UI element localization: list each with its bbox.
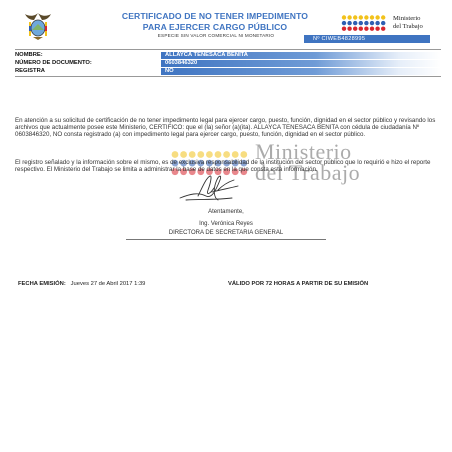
logo-dot <box>370 15 374 19</box>
logo-dot <box>172 151 179 158</box>
field-value: ALLAYCA TENESACA BENITA <box>161 52 441 59</box>
ministry-logo-dots-icon <box>340 14 390 32</box>
divider <box>15 49 441 50</box>
logo-line-1: Ministerio <box>393 15 421 22</box>
body-paragraph-1: En atención a su solicitud de certificación de no tener impedimento legal para ejercer cargo, puesto, función, dignidad en el sector público y revisando los archivos que actualmente posee este Ministerio, CERTIFICO: que el (la) señor (a)(ita). ALLAYCA TENESACA BENITA con cédula de ciudadanía Nº 0603846320, NO consta registrado (a) con impedimento legal para ejercer cargo, puesto, función, dignidad en el sector público. <box>15 117 436 138</box>
issue-date-label: FECHA EMISIÓN: <box>18 281 66 287</box>
logo-line-2: del Trabajo <box>393 22 423 30</box>
logo-dot <box>342 27 346 31</box>
logo-dot <box>223 151 230 158</box>
signature-closing: Atentamente, <box>208 209 244 215</box>
logo-dot <box>347 21 351 25</box>
title-line-1: CERTIFICADO DE NO TENER IMPEDIMENTO <box>121 11 309 21</box>
validity-notice <box>228 281 368 287</box>
certificate-title <box>100 11 330 33</box>
logo-dot <box>240 151 247 158</box>
signer-position: DIRECTORA DE SECRETARIA GENERAL <box>168 230 284 236</box>
field-label: NÚMERO DE DOCUMENTO: <box>15 60 92 66</box>
logo-dot <box>381 15 385 19</box>
logo-dot <box>370 21 374 25</box>
issue-date-block <box>18 281 145 287</box>
logo-dot <box>381 27 385 31</box>
logo-dot <box>375 27 379 31</box>
logo-dot <box>375 21 379 25</box>
logo-dot <box>375 15 379 19</box>
ministry-logo-text <box>393 15 423 30</box>
issue-date-value: Jueves 27 de Abril 2017 1:39 <box>70 281 146 287</box>
logo-dot <box>381 21 385 25</box>
logo-dot <box>353 15 357 19</box>
logo-dot <box>364 21 368 25</box>
logo-dot <box>364 27 368 31</box>
logo-dot <box>359 15 363 19</box>
logo-dot <box>359 27 363 31</box>
logo-dot <box>353 21 357 25</box>
logo-dot <box>347 15 351 19</box>
logo-dot <box>359 21 363 25</box>
certificate-subtitle: ESPECIE SIN VALOR COMERCIAL NI MONETARIO <box>157 33 275 38</box>
watermark-line-1: Ministerio <box>255 139 352 164</box>
field-value: 0603846320 <box>161 60 441 67</box>
field-value: NO <box>161 68 441 75</box>
logo-dot <box>180 151 187 158</box>
certificate-number: Nº CIWEB4828995 <box>304 35 430 43</box>
logo-dot <box>370 27 374 31</box>
logo-dot <box>342 15 346 19</box>
field-label: REGISTRA <box>15 68 45 74</box>
logo-dot <box>364 15 368 19</box>
logo-dot <box>232 151 239 158</box>
body-paragraph-2: El registro señalado y la información sobre el mismo, es de exclusiva responsabilidad de la institución del sector público que lo requirió e hizo el reporte respectivo. El Ministerio del Trabajo se limita a administrar la base de datos en la que consta esta información. <box>15 159 431 173</box>
validity-text: VÁLIDO POR 72 HORAS A PARTIR DE SU EMISIÓN <box>228 281 369 287</box>
logo-dot <box>353 27 357 31</box>
ecuador-coat-of-arms-icon <box>24 11 52 41</box>
watermark-line-2: del Trabajo <box>255 160 361 185</box>
title-line-2: PARA EJERCER CARGO PÚBLICO <box>142 22 288 32</box>
field-label: NOMBRE: <box>15 52 43 58</box>
logo-dot <box>189 151 196 158</box>
logo-dot <box>342 21 346 25</box>
logo-dot <box>347 27 351 31</box>
signer-name: Ing. Verónica Reyes <box>199 221 253 227</box>
logo-dot <box>197 151 204 158</box>
logo-dot <box>206 151 213 158</box>
divider <box>15 76 441 77</box>
handwritten-signature <box>176 170 242 206</box>
logo-dot <box>215 151 222 158</box>
signature-underline <box>126 239 326 240</box>
